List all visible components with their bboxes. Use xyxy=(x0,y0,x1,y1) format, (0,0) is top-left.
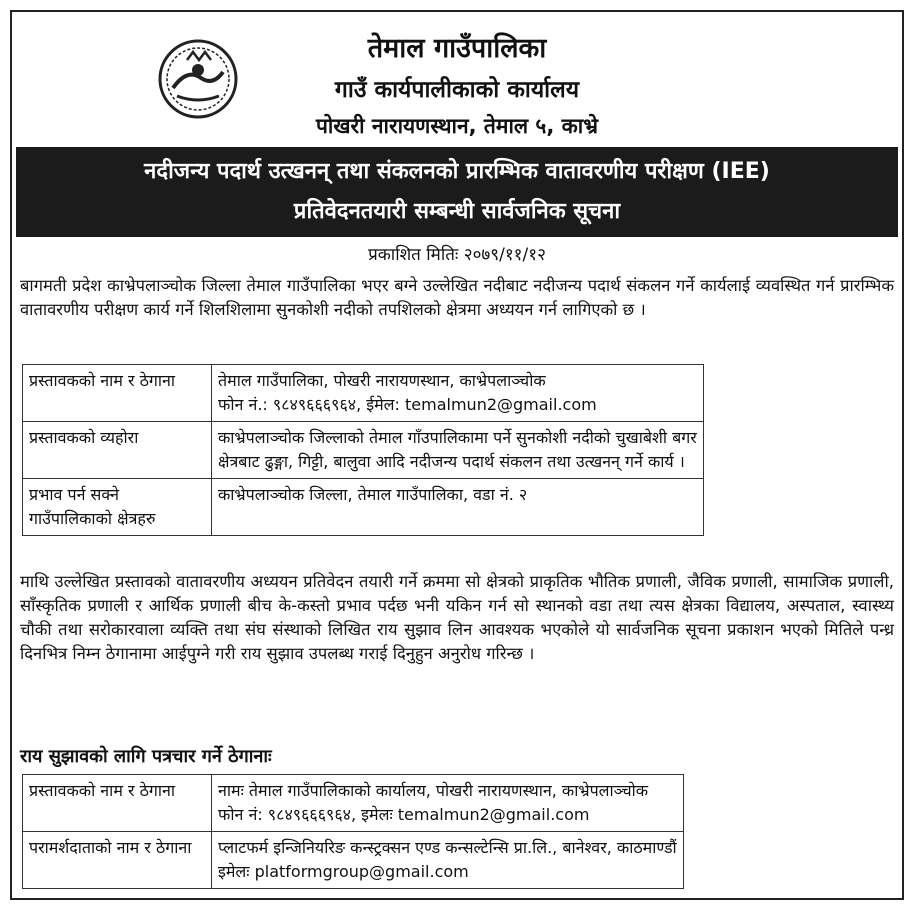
notice-page xyxy=(10,10,904,900)
banner-line-1: नदीजन्य पदार्थ उत्खनन् तथा संकलनको प्रारम्भिक वातावरणीय परीक्षण (IEE) xyxy=(144,159,770,184)
row-value-line: फोन नं.: ९८४९६६६९६४, ईमेल: temalmun2@gmail.com xyxy=(218,395,597,414)
row-label: परामर्शदाताको नाम र ठेगाना xyxy=(23,832,212,889)
row-value-line: काभ्रेपलाञ्चोक जिल्ला, तेमाल गाउँपालिका, वडा नं. २ xyxy=(218,485,528,504)
proposal-table xyxy=(22,364,704,536)
row-value xyxy=(212,832,684,889)
banner-line-2: प्रतिवेदनतयारी सम्बन्धी सार्वजनिक सूचना xyxy=(293,199,621,224)
table-row xyxy=(23,832,684,889)
row-label: प्रस्तावकको नाम र ठेगाना xyxy=(23,775,212,832)
row-label: प्रभाव पर्न सक्ने गाउँपालिकाको क्षेत्रहरु xyxy=(23,479,212,536)
row-label: प्रस्तावकको नाम र ठेगाना xyxy=(23,365,212,422)
table-row xyxy=(23,479,704,536)
table-row xyxy=(23,422,704,479)
contact-table xyxy=(22,774,684,889)
table-row xyxy=(23,775,684,832)
table-row xyxy=(23,365,704,422)
row-value-line: नामः तेमाल गाउँपालिकाको कार्यालय, पोखरी नारायणस्थान, काभ्रेपलाञ्चोक xyxy=(218,781,649,800)
row-value xyxy=(212,479,704,536)
row-value-line: तेमाल गाउँपालिका, पोखरी नारायणस्थान, काभ्रेपलाञ्चोक xyxy=(218,371,546,390)
row-value-line: क्षेत्रबाट ढुङ्गा, गिट्टी, बालुवा आदि नदीजन्य पदार्थ संकलन तथा उत्खनन् गर्ने कार्य । xyxy=(218,452,685,471)
row-value xyxy=(212,775,684,832)
office-name: गाउँ कार्यपालीकाको कार्यालय xyxy=(334,77,580,103)
notice-header xyxy=(12,12,902,142)
intro-paragraph: बागमती प्रदेश काभ्रेपलाञ्चोक जिल्ला तेमाल गाउँपालिका भएर बग्ने उल्लेखित नदीबाट नदीजन्य पदार्थ संकलन गर्ने कार्यलाई व्यवस्थित गर्न प्रारम्भिक वातावरणीय परीक्षण कार्य गर्ने शिलशिलामा सुनकोशी नदीको तपशिलको क्षेत्रमा अध्ययन गर्न लागिएको छ । xyxy=(20,276,894,319)
row-value-line: फोन नं: ९८४९६६६९६४, इमेलः temalmun2@gmail.com xyxy=(218,805,590,824)
office-address: पोखरी नारायणस्थान, तेमाल ५, काभ्रे xyxy=(316,114,598,138)
municipality-title: तेमाल गाउँपालिका xyxy=(367,33,547,64)
row-label: प्रस्तावकको व्यहोरा xyxy=(23,422,212,479)
row-value-line: इमेलः platformgroup@gmail.com xyxy=(218,862,469,881)
published-date: प्रकाशित मितिः २०७९/११/१२ xyxy=(368,245,546,265)
row-value-line: प्लाटफर्म इन्जिनियरिङ कन्स्ट्रक्सन एण्ड कन्सल्टेन्सि प्रा.लि., बानेश्वर, काठमाण्डौं xyxy=(218,838,677,857)
row-value xyxy=(212,365,704,422)
contact-heading: राय सुझावको लागि पत्रचार गर्ने ठेगानाः xyxy=(20,746,272,767)
notice-banner xyxy=(16,147,898,237)
row-value xyxy=(212,422,704,479)
body-paragraph: माथि उल्लेखित प्रस्तावको वातावरणीय अध्ययन प्रतिवेदन तयारी गर्ने क्रममा सो क्षेत्रको प्राकृतिक भौतिक प्रणाली, जैविक प्रणाली, सामाजिक प्रणाली, साँस्कृतिक प्रणाली र आर्थिक प्रणाली बीच के-कस्तो प्रभाव पर्दछ भनी यकिन गर्न सो स्थानको वडा तथा त्यस क्षेत्रका विद्यालय, अस्पताल, स्वास्थ्य चौकी तथा सरोकारवाला व्यक्ति तथा संघ संस्थाको लिखित राय सुझाव लिन आवश्यक भएकोले यो सार्वजनिक सूचना प्रकाशन भएको मितिले पन्ध्र दिनभित्र निम्न ठेगानामा आईपुग्ने गरी राय सुझाव उपलब्ध गराई दिनुहुन अनुरोध गरिन्छ । xyxy=(20,572,894,663)
row-value-line: काभ्रेपलाञ्चोक जिल्लाको तेमाल गाँउपालिकामा पर्ने सुनकोशी नदीको चुखाबेशी बगर xyxy=(218,428,697,447)
